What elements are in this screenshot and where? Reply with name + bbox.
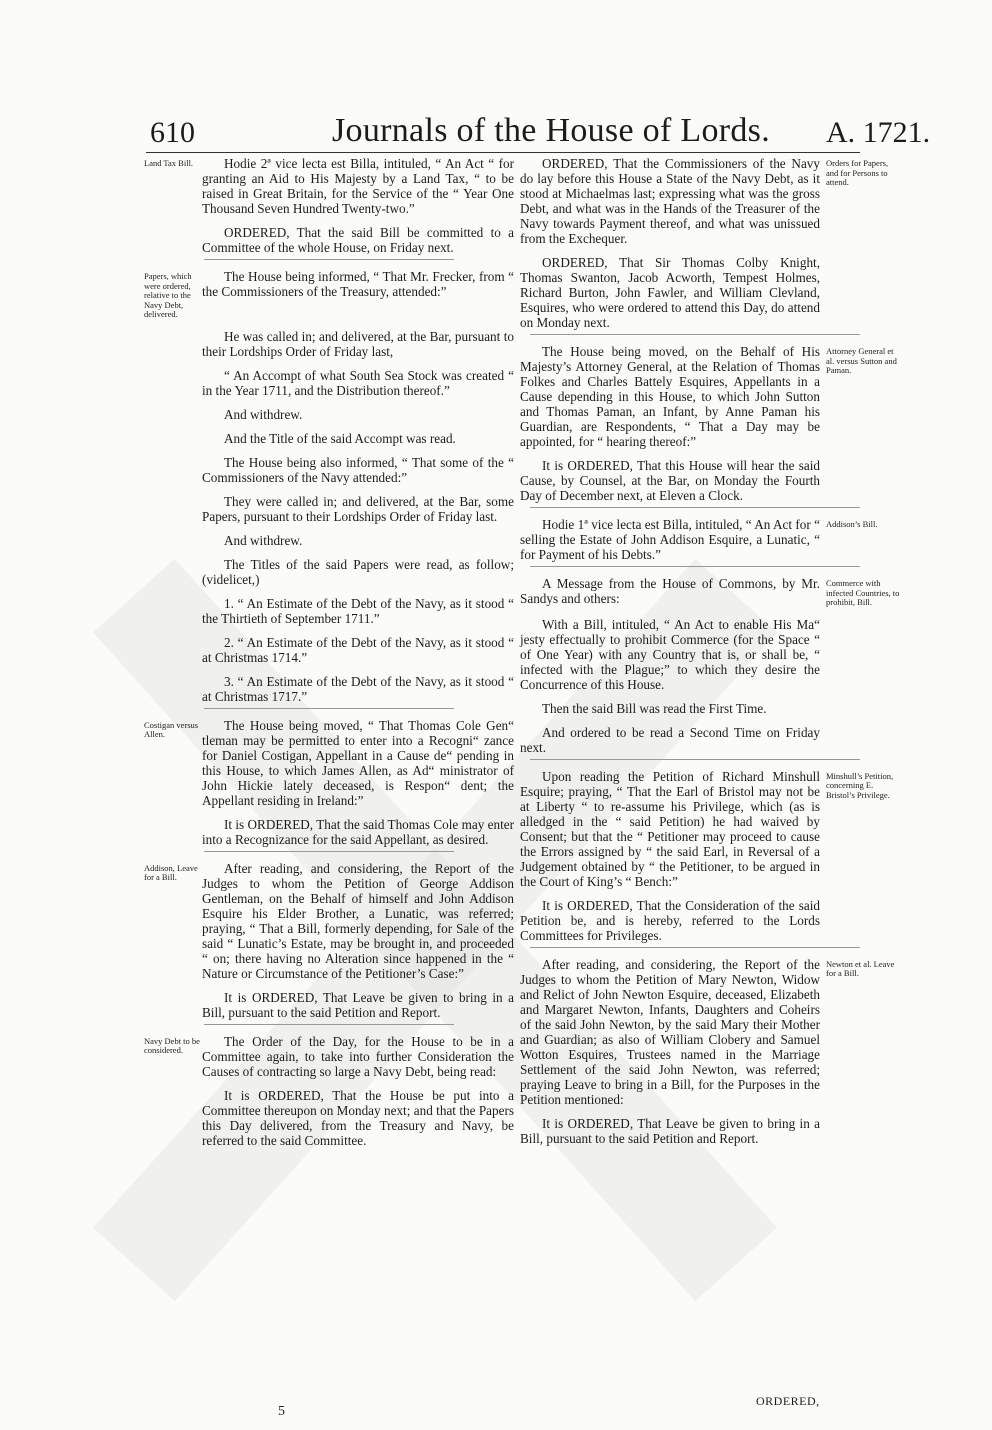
- paragraph: It is ORDERED, That the House be put into a Committee thereupon on Monday next; and that the Papers this Day delivered, from the Treasury and Navy, be referred to the said Committee.: [202, 1087, 514, 1148]
- paragraph: It is ORDERED, That Leave be given to bring in a Bill, pursuant to the said Petition and Report.: [520, 1115, 820, 1146]
- paragraph-row: [144, 861, 514, 981]
- paragraph: 2. “ An Estimate of the Debt of the Navy, as it stood “ at Christmas 1714.”: [202, 634, 514, 665]
- paragraph-row: [520, 576, 900, 608]
- margin-note: [144, 368, 202, 398]
- right-column: [520, 156, 900, 1160]
- paragraph-row: [144, 674, 514, 704]
- margin-note: [144, 455, 202, 485]
- paragraph-row: [144, 407, 514, 422]
- entry: [520, 957, 900, 1146]
- margin-note: Papers, which were ordered, relative to the Navy Debt, delivered.: [144, 271, 192, 319]
- margin-note: [144, 494, 202, 524]
- paragraph-row: [520, 458, 900, 503]
- margin-note: [144, 557, 202, 587]
- paragraph: The Titles of the said Papers were read, as follow; (videlicet,): [202, 556, 514, 587]
- margin-note: [144, 635, 202, 665]
- entry: [144, 1034, 514, 1148]
- paragraph: And withdrew.: [224, 532, 303, 548]
- margin-note: Commerce with infected Countries, to prohibit, Bill.: [826, 578, 900, 607]
- paragraph: The House being also informed, “ That some of the “ Commissioners of the Navy attended:”: [202, 454, 514, 485]
- paragraph: ORDERED, That Sir Thomas Colby Knight, Thomas Swanton, Jacob Acworth, Tempest Holmes, Richard Burton, John Fawler, and William Clevland, Esquires, who were ordered to attend this Day, do attend on Monday next.: [520, 255, 820, 330]
- paragraph: It is ORDERED, That Leave be given to bring in a Bill, pursuant to the said Petition and Report.: [202, 989, 514, 1020]
- paragraph-row: [520, 156, 900, 246]
- paragraph-row: [520, 617, 900, 692]
- margin-note: Navy Debt to be considered.: [144, 1035, 200, 1055]
- entry: [144, 269, 514, 704]
- paragraph: Hodie 2ª vice lecta est Billa, intituled, “ An Act “ for granting an Aid to His Majesty by a Land Tax, “ to be raised in Great Britain, for the Service of the “ Year One Thousand Seven Hundred Twenty-two.”: [202, 156, 514, 216]
- margin-note: [820, 255, 900, 330]
- margin-note: Land Tax Bill.: [144, 158, 194, 168]
- paragraph-row: [144, 455, 514, 485]
- paragraph-row: [144, 596, 514, 626]
- margin-note: [144, 596, 202, 626]
- paragraph-row: [144, 156, 514, 216]
- paragraph: He was called in; and delivered, at the Bar, pursuant to their Lordships Order of Friday last,: [202, 328, 514, 359]
- margin-note: [144, 225, 202, 255]
- margin-note: Newton et al. Leave for a Bill.: [826, 958, 895, 978]
- paragraph-row: [520, 701, 900, 716]
- paragraph: The House being informed, “ That Mr. Frecker, from “ the Commissioners of the Treasury, attended:”: [202, 269, 514, 299]
- entry: [520, 517, 900, 562]
- paragraph-row: [520, 898, 900, 943]
- paragraph: Then the said Bill was read the First Time.: [542, 700, 767, 716]
- paragraph-row: [144, 557, 514, 587]
- paragraph-row: [144, 368, 514, 398]
- paragraph-row: [144, 990, 514, 1020]
- paragraph: ORDERED, That the Commissioners of the Navy do lay before this House a State of the Navy Debt, as it stood at Michaelmas last; expressing what was the gross Debt, and what was in the Hands of the Treasurer of the Navy towards Payment thereof, and what was unissued from the Exchequer.: [520, 156, 820, 246]
- margin-note: Attorney General et al. versus Sutton and Paman.: [826, 346, 897, 375]
- signature-mark: 5: [278, 1404, 285, 1419]
- paragraph-row: [520, 725, 900, 755]
- paragraph-row: [520, 769, 900, 889]
- entry: [520, 769, 900, 943]
- left-column: [144, 156, 514, 1162]
- paragraph: Hodie 1ª vice lecta est Billa, intituled, “ An Act for “ selling the Estate of John Addison Esquire, a Lunatic, “ for Payment of his Debts.”: [520, 517, 820, 562]
- margin-note: Addison’s Bill.: [826, 519, 878, 529]
- margin-note: Addison, Leave for a Bill.: [144, 862, 198, 882]
- header-rule: [146, 152, 860, 153]
- entry: [144, 156, 514, 255]
- paragraph-row: [144, 718, 514, 808]
- paragraph: And withdrew.: [224, 406, 303, 422]
- margin-note: [820, 1116, 900, 1146]
- page-number: 610: [150, 116, 195, 149]
- margin-note: [144, 329, 202, 359]
- paragraph: It is ORDERED, That the said Thomas Cole may enter into a Recognizance for the said Appellant, as desired.: [202, 816, 514, 847]
- margin-note: [820, 617, 900, 692]
- margin-note: Minshull’s Petition, concerning E. Bristol’s Privilege.: [826, 770, 894, 800]
- margin-note: Orders for Papers, and for Persons to attend.: [826, 158, 889, 187]
- paragraph: After reading, and considering, the Report of the Judges to whom the Petition of George Addison Gentleman, on the Behalf of himself and John Addison Esquire his Elder Brother, a Lunatic, was referred; praying, “ That a Bill, formerly depending, for Sale of the said “ Lunatic’s Estate, may be brought in, and proceeded “ on; there having no Alteration since happened in the “ Nature or Circumstance of the Petitioner’s Case:”: [202, 860, 514, 981]
- entry: [144, 861, 514, 1020]
- paragraph-row: [144, 494, 514, 524]
- paragraph: 3. “ An Estimate of the Debt of the Navy, as it stood “ at Christmas 1717.”: [202, 673, 514, 704]
- entry: [520, 156, 900, 330]
- paragraph: Upon reading the Petition of Richard Minshull Esquire; praying, “ That the Earl of Bristol may not be at Liberty “ to re-assume his Privilege, which (as is alledged in the “ said Petition) he had waived by Consent; but that the “ Petitioner may proceed to cause the Errors assigned by “ the said Earl, in Reversal of a Judgement obtained by “ the Petitioner, to be argued in the Court of King’s “ Bench:”: [520, 768, 820, 889]
- paragraph-row: [144, 431, 514, 446]
- paragraph-row: [144, 269, 514, 320]
- margin-note: [820, 725, 900, 755]
- paragraph: “ An Accompt of what South Sea Stock was created “ in the Year 1711, and the Distribution thereof.”: [202, 367, 514, 398]
- margin-note: [144, 533, 202, 548]
- paragraph-row: [520, 957, 900, 1107]
- paragraph-row: [144, 225, 514, 255]
- margin-note: [820, 458, 900, 503]
- paragraph: The House being moved, “ That Thomas Cole Gen“ tleman may be permitted to enter into a Recogni“ zance for Daniel Costigan, Appellant in a Cause de“ pending in this House, to which James Allen, as Ad“ ministrator of John Hickie lately deceased, is Respon“ dent; the Appellant residing in Ireland:”: [202, 717, 514, 808]
- margin-note: [144, 990, 202, 1020]
- paragraph: 1. “ An Estimate of the Debt of the Navy, as it stood “ the Thirtieth of September 1711.”: [202, 595, 514, 626]
- catchword: ORDERED,: [756, 1394, 820, 1408]
- paragraph-row: [144, 533, 514, 548]
- paragraph-row: [520, 517, 900, 562]
- margin-note: [144, 817, 202, 847]
- paragraph: It is ORDERED, That the Consideration of the said Petition be, and is hereby, referred to the Lords Committees for Privileges.: [520, 897, 820, 943]
- paragraph: With a Bill, intituled, “ An Act to enable His Ma“ jesty effectually to prohibit Commerce (for the Space “ of One Year) with any Country that is, or shall be, “ infected with the Plague;” to which they desire the Concurrence of this House.: [520, 616, 820, 692]
- margin-note: [820, 701, 900, 716]
- page-year: A. 1721.: [826, 116, 931, 149]
- entry: [520, 576, 900, 755]
- page-title: Journals of the House of Lords.: [332, 112, 771, 149]
- entry: [520, 344, 900, 503]
- paragraph: A Message from the House of Commons, by Mr. Sandys and others:: [520, 576, 820, 606]
- paragraph-row: [144, 1034, 514, 1079]
- paragraph-row: [144, 329, 514, 359]
- paragraph: ORDERED, That the said Bill be committed to a Committee of the whole House, on Friday next.: [202, 225, 514, 255]
- paragraph-row: [144, 817, 514, 847]
- margin-note: [144, 1088, 202, 1148]
- paragraph: The House being moved, on the Behalf of His Majesty’s Attorney General, at the Relation of Thomas Folkes and Charles Battely Esquires, Appellants in a Cause depending in this House, to which John Sutton and Thomas Paman, an Infant, by Anne Paman his Guardian, are Respondents, “ That a Day may be appointed, for “ hearing thereof:”: [520, 344, 820, 449]
- paragraph: It is ORDERED, That this House will hear the said Cause, by Counsel, at the Bar, on Monday the Fourth Day of December next, at Eleven a Clock.: [520, 458, 820, 503]
- paragraph-row: [520, 255, 900, 330]
- paragraph-row: [144, 1088, 514, 1148]
- margin-note: Costigan versus Allen.: [144, 719, 199, 739]
- margin-note: [820, 898, 900, 943]
- paragraph: The Order of the Day, for the House to be in a Committee again, to take into further Consideration the Causes of contracting so large a Navy Debt, being read:: [202, 1033, 514, 1079]
- margin-note: [144, 431, 202, 446]
- paragraph-row: [144, 635, 514, 665]
- paragraph: They were called in; and delivered, at the Bar, some Papers, pursuant to their Lordships Order of Friday last.: [202, 493, 514, 524]
- margin-note: [144, 407, 202, 422]
- paragraph: After reading, and considering, the Report of the Judges to whom the Petition of Mary Newton, Widow and Relict of John Newton Esquire, deceased, Elizabeth and Margaret Newton, Infants, Daughters and Coheirs of the said John Newton, by the said Mary their Mother and Guardian; as also of William Clobery and Samuel Wotton Esquires, Trustees named in the Marriage Settlement of the said John Newton, was referred; praying Leave to bring in a Bill, for the Purposes in the Petition mentioned:: [520, 956, 820, 1107]
- paragraph-row: [520, 344, 900, 449]
- entry: [144, 718, 514, 847]
- paragraph: And the Title of the said Accompt was read.: [224, 430, 456, 446]
- paragraph-row: [520, 1116, 900, 1146]
- margin-note: [144, 674, 202, 704]
- paragraph: And ordered to be read a Second Time on Friday next.: [520, 724, 820, 755]
